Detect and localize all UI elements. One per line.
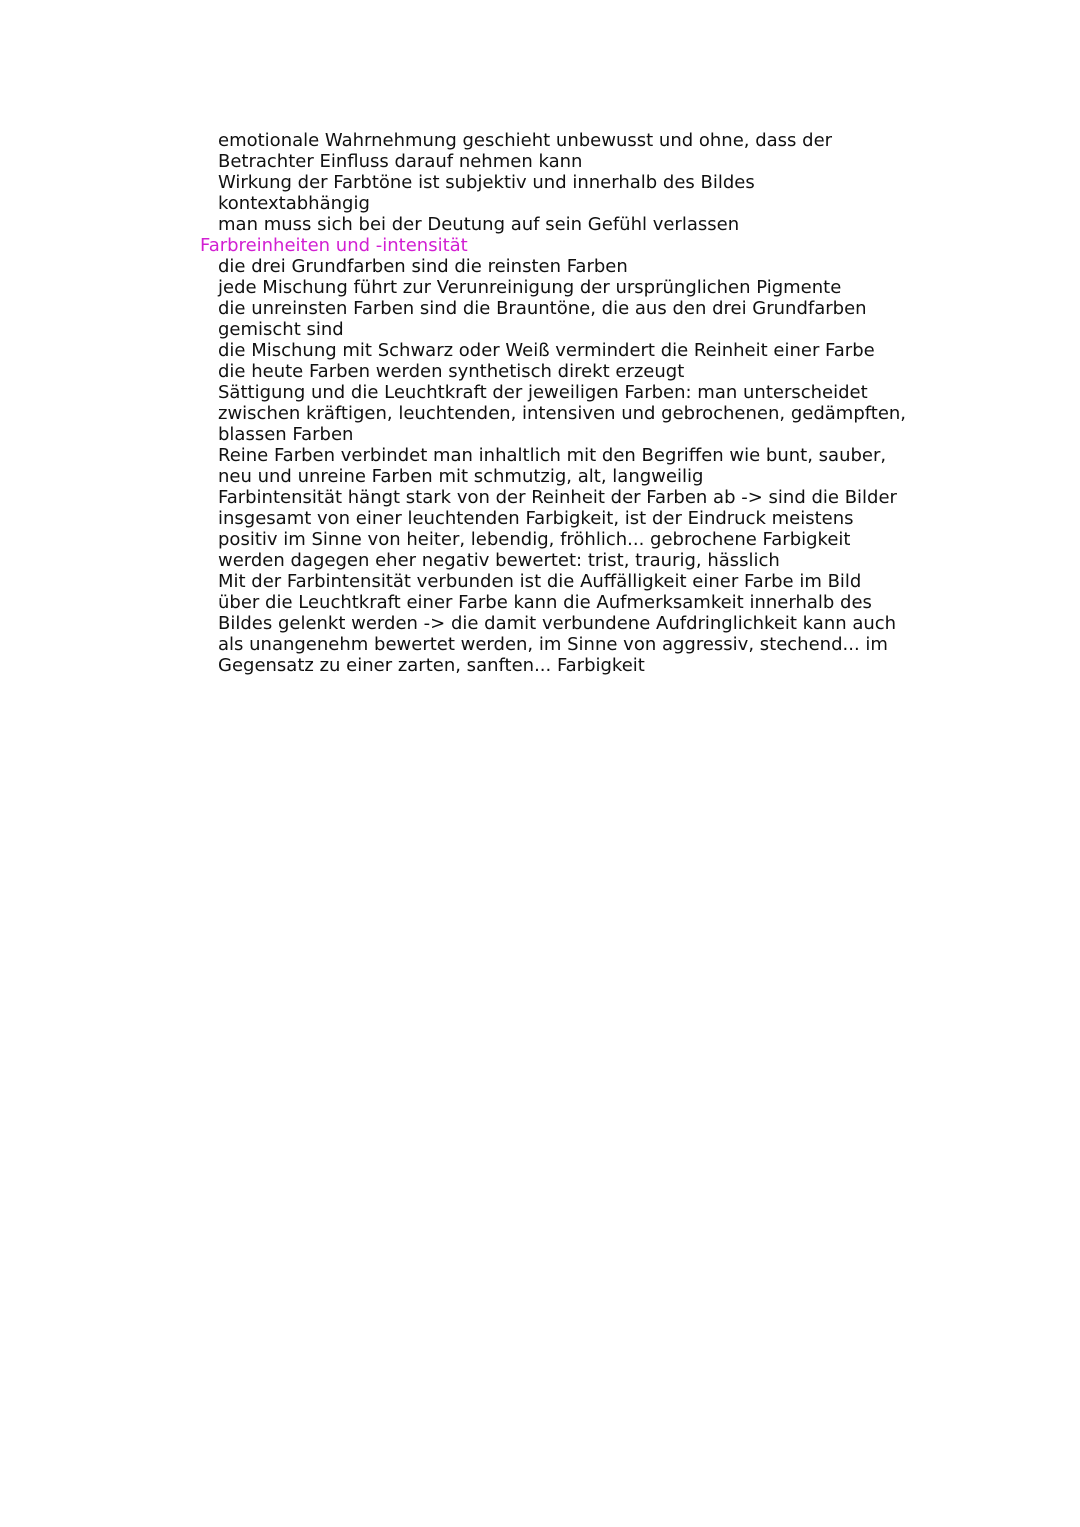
document-content (200, 130, 960, 676)
list-item (218, 571, 960, 592)
list-item (218, 298, 960, 340)
list-item (218, 487, 960, 571)
list-item-line: Gegensatz zu einer zarten, sanften... Farbigkeit (218, 655, 645, 676)
list-item-line: Bildes gelenkt werden -> die damit verbundene Aufdringlichkeit kann auch (218, 613, 897, 634)
list-item-line: Wirkung der Farbtöne ist subjektiv und innerhalb des Bildes (218, 172, 755, 193)
list-item-line: emotionale Wahrnehmung geschieht unbewusst und ohne, dass der (218, 130, 833, 151)
list-item-line: Sättigung und die Leuchtkraft der jeweiligen Farben: man unterscheidet (218, 382, 868, 403)
list-item (218, 214, 960, 235)
list-item-line: Betrachter Einfluss darauf nehmen kann (218, 151, 583, 172)
list-item-line: Reine Farben verbindet man inhaltlich mit den Begriffen wie bunt, sauber, (218, 445, 887, 466)
list-item-line: neu und unreine Farben mit schmutzig, alt, langweilig (218, 466, 704, 487)
list-item-line: kontextabhängig (218, 193, 370, 214)
list-item-line: blassen Farben (218, 424, 354, 445)
list-item-line: über die Leuchtkraft einer Farbe kann die Aufmerksamkeit innerhalb des (218, 592, 872, 613)
list-item-line: Farbintensität hängt stark von der Reinheit der Farben ab -> sind die Bilder (218, 487, 897, 508)
list-item (218, 382, 960, 445)
section-heading-farbreinheiten: Farbreinheiten und -intensität (200, 235, 468, 256)
list-item-line: die unreinsten Farben sind die Brauntöne, die aus den drei Grundfarben (218, 298, 867, 319)
section-farbreinheiten-list (200, 256, 960, 676)
list-item-line: werden dagegen eher negativ bewertet: trist, traurig, hässlich (218, 550, 780, 571)
list-item-line: die heute Farben werden synthetisch direkt erzeugt (218, 361, 685, 382)
list-item (218, 172, 960, 214)
list-item (218, 256, 960, 277)
list-item-line: Mit der Farbintensität verbunden ist die Auffälligkeit einer Farbe im Bild (218, 571, 862, 592)
list-item-line: man muss sich bei der Deutung auf sein Gefühl verlassen (218, 214, 740, 235)
list-item (218, 277, 960, 298)
list-item-line: zwischen kräftigen, leuchtenden, intensiven und gebrochenen, gedämpften, (218, 403, 907, 424)
list-item-line: insgesamt von einer leuchtenden Farbigkeit, ist der Eindruck meistens (218, 508, 854, 529)
list-item (218, 445, 960, 487)
list-item (218, 340, 960, 361)
section-intro-list (200, 130, 960, 235)
list-item-line: als unangenehm bewertet werden, im Sinne von aggressiv, stechend... im (218, 634, 888, 655)
list-item (218, 130, 960, 172)
list-item-line: jede Mischung führt zur Verunreinigung der ursprünglichen Pigmente (218, 277, 842, 298)
list-item-line: gemischt sind (218, 319, 344, 340)
list-item (218, 361, 960, 382)
list-item (218, 592, 960, 676)
list-item-line: die Mischung mit Schwarz oder Weiß vermindert die Reinheit einer Farbe (218, 340, 875, 361)
list-item-line: positiv im Sinne von heiter, lebendig, fröhlich... gebrochene Farbigkeit (218, 529, 851, 550)
list-item-line: die drei Grundfarben sind die reinsten Farben (218, 256, 628, 277)
